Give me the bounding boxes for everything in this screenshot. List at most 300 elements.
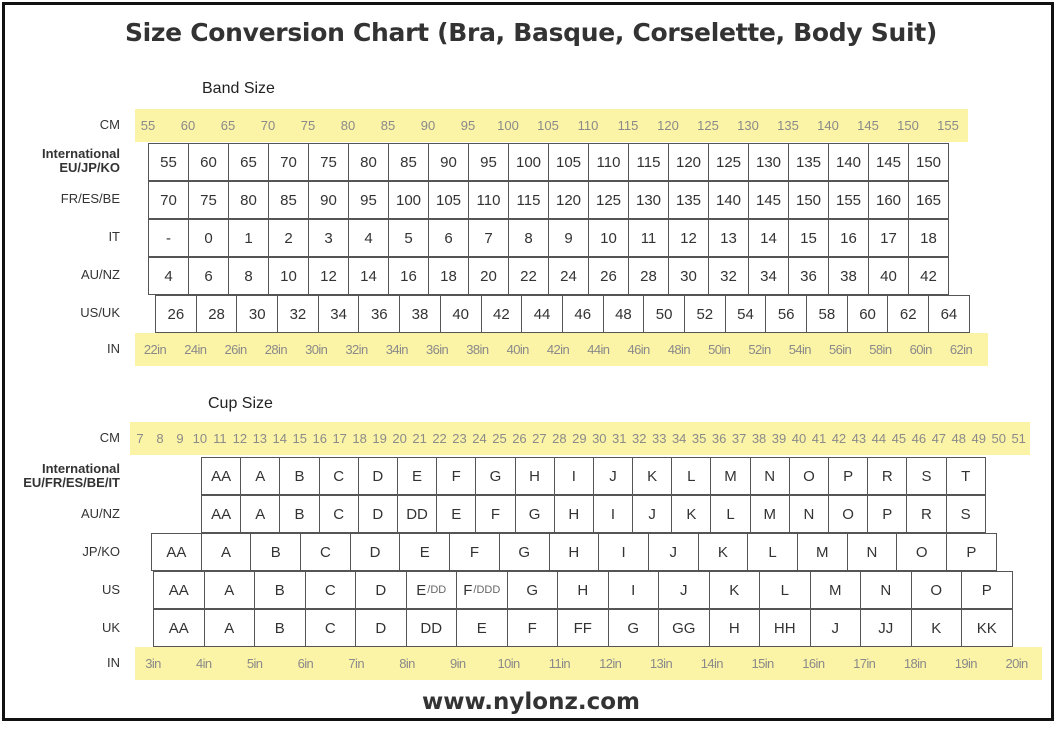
cell-value: D <box>372 505 384 523</box>
table-row <box>153 609 1012 647</box>
cell-value: L <box>768 543 777 561</box>
strip-value: 15in <box>751 656 774 671</box>
table-cell <box>759 609 811 647</box>
cell-value: 65 <box>240 153 257 171</box>
cell-value: 14 <box>760 229 777 247</box>
strip-value: 30in <box>305 342 328 357</box>
cell-value: M <box>816 543 829 561</box>
cell-value: 8 <box>244 267 253 285</box>
cell-value: 38 <box>411 305 429 323</box>
strip-value: 7in <box>348 656 364 671</box>
cell-value: 12 <box>680 229 697 247</box>
table-cell <box>557 609 609 647</box>
cell-value: 135 <box>795 153 822 171</box>
cell-value: 18 <box>440 267 457 285</box>
table-cell <box>588 181 629 219</box>
strip-value: 18in <box>903 656 927 671</box>
cell-value: O <box>915 543 928 561</box>
table-cell <box>319 495 359 533</box>
strip-value: 125 <box>697 118 719 133</box>
strip-value: 33 <box>651 431 667 446</box>
cell-value: 14 <box>360 267 377 285</box>
cell-value: K <box>686 505 697 523</box>
cell-value: G <box>489 467 502 485</box>
strip-value: 9 <box>176 431 184 446</box>
table-cell <box>906 495 946 533</box>
cell-value: G <box>518 543 530 561</box>
cell-value: M <box>829 581 842 599</box>
table-cell <box>250 533 301 571</box>
strip-value: 14 <box>272 431 288 446</box>
table-cell <box>946 495 986 533</box>
cell-value: G <box>526 581 539 599</box>
strip-value: 26in <box>224 342 247 357</box>
strip-value: 105 <box>537 118 559 133</box>
table-cell <box>810 571 862 609</box>
row-label <box>0 507 120 521</box>
table-cell <box>388 257 429 295</box>
table-cell <box>668 219 709 257</box>
cell-value: H <box>529 467 541 485</box>
table-cell <box>350 533 401 571</box>
cell-value: 22 <box>520 267 537 285</box>
cell-value: S <box>921 467 932 485</box>
cell-value: 80 <box>240 191 257 209</box>
table-cell <box>268 219 309 257</box>
table-cell <box>908 143 949 181</box>
strip-value: 58in <box>869 342 892 357</box>
strip-value: 10in <box>497 656 520 671</box>
strip-value: 51 <box>1011 431 1026 446</box>
table-cell <box>508 181 549 219</box>
table-cell <box>908 257 949 295</box>
cell-value: 60 <box>200 153 217 171</box>
cell-value: A <box>224 619 235 637</box>
strip-value: 18 <box>352 431 367 446</box>
band-size-heading: Band Size <box>202 80 275 97</box>
strip-value: 35 <box>691 431 707 446</box>
strip-value: 15 <box>292 431 307 446</box>
cell-value: 75 <box>200 191 217 209</box>
table-cell <box>388 143 429 181</box>
cell-value: 56 <box>777 305 795 323</box>
table-cell <box>557 571 609 609</box>
table-cell <box>515 457 555 495</box>
table-cell <box>648 533 699 571</box>
cell-value: C <box>324 619 336 637</box>
cell-value: O <box>842 505 854 523</box>
cell-value: M <box>763 505 776 523</box>
cell-value: 70 <box>280 153 297 171</box>
table-cell <box>810 609 862 647</box>
highlight-strip <box>130 422 1030 455</box>
cell-value: D <box>369 543 381 561</box>
cell-value: E <box>412 467 423 485</box>
row-label <box>0 583 120 597</box>
strip-value: 41 <box>811 431 827 446</box>
row-label-line: AU/NZ <box>81 506 120 521</box>
strip-value: 115 <box>617 118 639 133</box>
row-label-line: AU/NZ <box>81 267 120 282</box>
strip-value: 50 <box>991 431 1006 446</box>
strip-value: 22in <box>143 342 167 357</box>
table-cell <box>748 143 789 181</box>
table-cell <box>658 609 710 647</box>
table-cell <box>868 143 909 181</box>
table-cell <box>911 609 963 647</box>
cell-value: 130 <box>635 191 662 209</box>
strip-value: 95 <box>460 118 476 133</box>
strip-value: 110 <box>577 118 599 133</box>
cell-value: 20 <box>480 267 497 285</box>
table-cell <box>860 571 912 609</box>
cell-value: J <box>609 467 617 485</box>
cell-value: 140 <box>835 153 862 171</box>
cell-value: 28 <box>208 305 225 323</box>
table-cell <box>860 609 912 647</box>
table-cell <box>765 295 807 333</box>
cell-value: S <box>960 505 971 523</box>
strip-value: 40 <box>791 431 807 446</box>
cell-value: 42 <box>493 305 510 323</box>
table-cell <box>847 533 898 571</box>
strip-value: 42 <box>831 431 847 446</box>
table-cell <box>305 609 357 647</box>
footer-url: www.nylonz.com <box>422 689 640 715</box>
table-cell <box>201 495 241 533</box>
row-label <box>0 147 120 175</box>
highlight-strip <box>135 647 1042 680</box>
table-cell <box>628 181 669 219</box>
table-cell <box>348 257 389 295</box>
table-cell <box>593 495 633 533</box>
table-cell <box>475 495 515 533</box>
table-cell <box>388 181 429 219</box>
table-cell <box>906 457 946 495</box>
table-cell <box>887 295 929 333</box>
strip-value: 22 <box>432 431 447 446</box>
table-cell <box>468 219 509 257</box>
table-cell <box>708 219 749 257</box>
cell-value: F <box>490 505 500 523</box>
table-cell <box>300 533 351 571</box>
strip-value: 16in <box>802 656 825 671</box>
cell-value: 2 <box>284 229 293 247</box>
cell-value: 64 <box>940 305 958 323</box>
table-cell <box>549 533 600 571</box>
table-cell <box>399 295 441 333</box>
cell-value: I <box>631 581 636 599</box>
table-cell <box>867 457 907 495</box>
table-cell <box>548 219 589 257</box>
table-row <box>151 533 996 571</box>
strip-value: 13 <box>252 431 268 446</box>
strip-value: 19 <box>372 431 387 446</box>
strip-value: 60 <box>180 118 196 133</box>
table-cell <box>201 533 252 571</box>
cell-value: B <box>294 467 305 485</box>
table-cell <box>308 257 349 295</box>
strip-value: 31 <box>612 431 627 446</box>
strip-value: 10 <box>192 431 208 446</box>
cell-value: DD <box>406 505 428 523</box>
row-label-line: EU/FR/ES/BE/IT <box>23 475 120 490</box>
cell-value: 50 <box>655 305 673 323</box>
table-cell <box>698 533 749 571</box>
strip-value: 6in <box>297 656 314 671</box>
cell-value: 10 <box>600 229 617 247</box>
cell-value: N <box>764 467 776 485</box>
cell-value: E <box>419 543 430 561</box>
table-cell <box>710 495 750 533</box>
row-label <box>0 545 120 559</box>
table-cell <box>668 257 709 295</box>
cell-value: G <box>627 619 640 637</box>
table-cell <box>308 219 349 257</box>
row-label-line: FR/ES/BE <box>60 191 120 206</box>
cell-value: M <box>724 467 737 485</box>
cell-value: 13 <box>720 229 737 247</box>
cell-value: F <box>527 619 537 637</box>
table-cell <box>828 457 868 495</box>
table-cell <box>406 609 458 647</box>
cell-value: 34 <box>760 267 777 285</box>
cell-value: I <box>571 467 576 485</box>
cell-value: 12 <box>320 267 337 285</box>
table-cell <box>279 457 319 495</box>
table-cell <box>355 609 407 647</box>
cell-value: 85 <box>400 153 417 171</box>
table-row <box>201 457 985 495</box>
cell-value: A <box>221 543 232 561</box>
cell-value: P <box>882 505 893 523</box>
cell-value: N <box>803 505 815 523</box>
strip-value: 24 <box>472 431 487 446</box>
strip-value: 120 <box>657 118 679 133</box>
strip-value: 40in <box>506 342 529 357</box>
strip-value: 11in <box>548 656 570 671</box>
table-cell <box>196 295 238 333</box>
strip-value: 38 <box>751 431 767 446</box>
table-cell <box>355 571 407 609</box>
strip-value: 30 <box>592 431 607 446</box>
cell-value: JJ <box>878 619 894 637</box>
strip-value: 28in <box>264 342 287 357</box>
cell-value: AA <box>166 543 187 561</box>
strip-value: 14in <box>700 656 723 671</box>
table-cell <box>684 295 726 333</box>
cell-value: 145 <box>875 153 902 171</box>
strip-value: 62in <box>949 342 973 357</box>
table-cell <box>710 457 750 495</box>
cell-value: H <box>568 505 580 523</box>
table-cell <box>358 495 398 533</box>
cell-value: 105 <box>555 153 582 171</box>
cell-value: 115 <box>636 153 661 171</box>
strip-value: 150 <box>897 118 919 133</box>
cell-value: 62 <box>899 305 917 323</box>
table-cell <box>399 533 450 571</box>
table-cell <box>593 457 633 495</box>
cell-value: 130 <box>755 153 782 171</box>
table-cell <box>481 295 523 333</box>
table-cell <box>188 143 229 181</box>
strip-value: 23 <box>452 431 467 446</box>
strip-value: 21 <box>412 431 427 446</box>
table-cell <box>348 219 389 257</box>
cell-value: O <box>803 467 815 485</box>
cell-value: G <box>528 505 541 523</box>
strip-value: 17 <box>332 431 347 446</box>
cell-subvalue: /DD <box>427 584 447 596</box>
strip-value: 48 <box>951 431 966 446</box>
highlight-strip <box>135 333 988 366</box>
table-cell <box>507 571 559 609</box>
row-label-line: IT <box>108 229 120 244</box>
strip-value: 43 <box>851 431 867 446</box>
cell-value: D <box>375 619 387 637</box>
cell-value: 6 <box>444 229 453 247</box>
cell-value: 60 <box>859 305 876 323</box>
cell-value: 10 <box>280 267 297 285</box>
cell-value: 26 <box>167 305 185 323</box>
table-cell <box>428 181 469 219</box>
cell-value: 145 <box>755 191 782 209</box>
strip-value: 140 <box>817 118 839 133</box>
strip-value: 11 <box>213 431 227 446</box>
strip-value: 25 <box>492 431 507 446</box>
table-cell <box>228 219 269 257</box>
cell-value: P <box>981 581 992 599</box>
table-cell <box>608 571 660 609</box>
strip-value: 20in <box>1005 656 1028 671</box>
cell-value: I <box>621 543 626 561</box>
cell-value: H <box>728 619 740 637</box>
table-cell <box>847 295 889 333</box>
table-row <box>153 571 1012 609</box>
table-cell <box>521 295 563 333</box>
cell-value: K <box>729 581 740 599</box>
table-cell <box>643 295 685 333</box>
cell-value: 4 <box>164 267 173 285</box>
table-cell <box>797 533 848 571</box>
table-cell <box>868 181 909 219</box>
row-label: CM <box>99 117 120 132</box>
strip-value: 56in <box>829 342 852 357</box>
table-cell <box>828 143 869 181</box>
cell-value: 34 <box>330 305 347 323</box>
strip-value: 34 <box>671 431 687 446</box>
cell-value: 16 <box>400 267 417 285</box>
cell-value: 40 <box>880 267 897 285</box>
table-row <box>155 295 969 333</box>
cell-value: 7 <box>484 229 493 247</box>
cell-value: 9 <box>564 229 573 247</box>
table-cell <box>358 457 398 495</box>
strip-value: 29 <box>572 431 587 446</box>
row-label <box>0 462 120 490</box>
table-cell <box>508 219 549 257</box>
cell-value: 105 <box>435 191 462 209</box>
cell-value: J <box>648 505 656 523</box>
table-cell <box>436 495 476 533</box>
cell-value: AA <box>211 505 232 523</box>
strip-value: 24in <box>184 342 207 357</box>
strip-value: 44in <box>587 342 610 357</box>
table-cell <box>148 257 189 295</box>
table-cell <box>148 143 189 181</box>
cell-value: 28 <box>640 267 657 285</box>
cell-value: D <box>372 467 384 485</box>
cell-value: 125 <box>715 153 742 171</box>
cell-value: C <box>319 543 331 561</box>
table-cell <box>598 533 649 571</box>
cell-value: 4 <box>364 229 373 247</box>
table-cell <box>348 181 389 219</box>
table-cell <box>153 571 205 609</box>
strip-value: 17in <box>853 656 876 671</box>
cell-value: 1 <box>244 229 253 247</box>
strip-value: 8in <box>399 656 415 671</box>
table-cell <box>725 295 767 333</box>
table-cell <box>708 181 749 219</box>
table-cell <box>308 181 349 219</box>
row-label-line: EU/JP/KO <box>59 160 120 175</box>
row-label <box>0 230 120 244</box>
cell-value: 90 <box>440 153 457 171</box>
table-cell <box>548 181 589 219</box>
cell-value: F <box>451 467 461 485</box>
table-cell <box>348 143 389 181</box>
cell-value: R <box>921 505 932 523</box>
cell-value: E <box>451 505 462 523</box>
cell-value: AA <box>211 467 232 485</box>
table-cell <box>148 181 189 219</box>
strip-value: 100 <box>497 118 519 133</box>
strip-value: 90 <box>420 118 436 133</box>
strip-value: 36 <box>711 431 727 446</box>
strip-value: 13in <box>649 656 673 671</box>
strip-value: 44 <box>871 431 887 446</box>
table-cell <box>868 257 909 295</box>
cell-value: 18 <box>920 229 937 247</box>
table-cell <box>608 609 660 647</box>
table-cell <box>789 457 829 495</box>
table-cell <box>228 143 269 181</box>
cell-value: 75 <box>320 153 337 171</box>
strip-value: 50in <box>708 342 731 357</box>
table-cell <box>671 495 711 533</box>
cell-value: N <box>880 581 892 599</box>
cell-value: J <box>669 543 677 561</box>
table-cell <box>603 295 645 333</box>
table-cell <box>468 181 509 219</box>
table-cell <box>468 143 509 181</box>
table-cell <box>748 181 789 219</box>
strip-value: 12 <box>232 431 248 446</box>
strip-value: 55 <box>140 118 156 133</box>
table-cell <box>588 143 629 181</box>
cell-value: 150 <box>915 153 942 171</box>
cell-value: I <box>610 505 616 523</box>
table-cell <box>475 457 515 495</box>
table-cell <box>946 457 986 495</box>
table-cell <box>188 219 229 257</box>
table-cell <box>908 219 949 257</box>
strip-value: 130 <box>737 118 759 133</box>
cell-subvalue: /DDD <box>473 584 501 596</box>
table-cell <box>828 257 869 295</box>
